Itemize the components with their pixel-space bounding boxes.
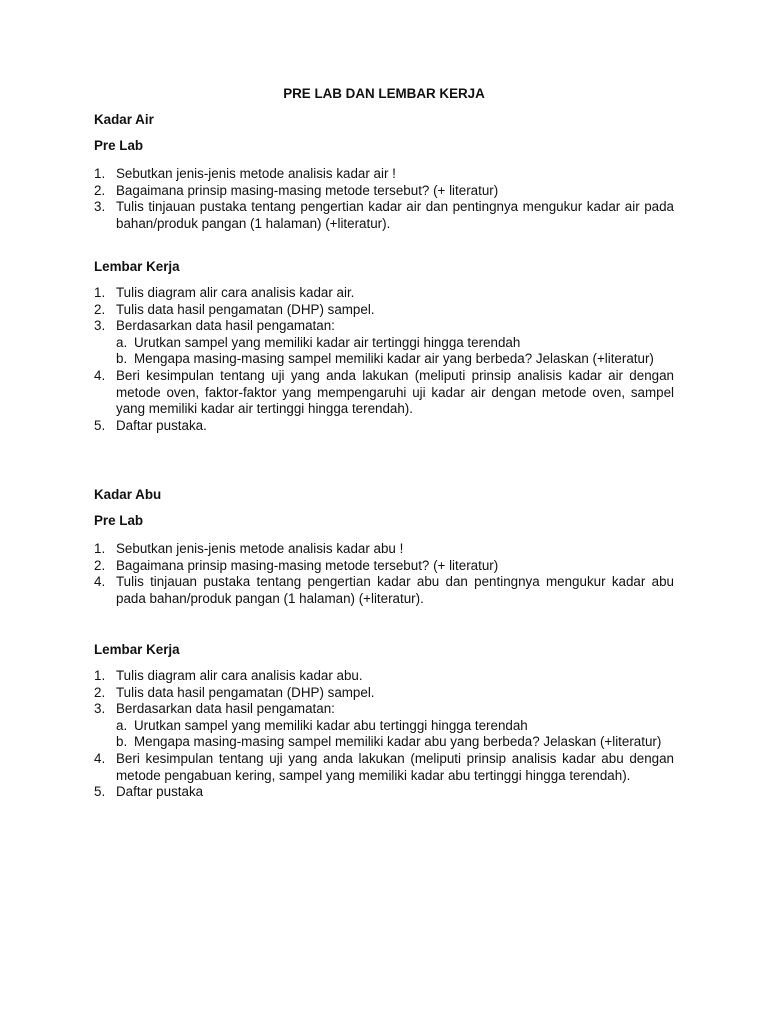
list-item-text: Bagaimana prinsip masing-masing metode tersebut? (+ literatur) bbox=[116, 557, 499, 573]
list-item bbox=[94, 318, 674, 335]
list-item-marker: 1. bbox=[94, 285, 106, 300]
list-item-text: Daftar pustaka bbox=[116, 784, 204, 800]
list-item-text: Berdasarkan data hasil pengamatan: bbox=[116, 701, 335, 717]
list-item bbox=[94, 302, 674, 319]
list-item-text: Sebutkan jenis-jenis metode analisis kadar air ! bbox=[116, 166, 396, 181]
list-item bbox=[94, 668, 674, 685]
list-item-text: Sebutkan jenis-jenis metode analisis kadar abu ! bbox=[116, 541, 404, 556]
list-item-marker: b. bbox=[116, 734, 128, 750]
list-item-marker: 3. bbox=[94, 701, 106, 717]
list-item-marker: b. bbox=[116, 351, 128, 367]
list-item-marker: 2. bbox=[94, 182, 106, 198]
list-item bbox=[94, 784, 674, 801]
prelab-list-kadar-abu bbox=[94, 541, 674, 607]
lembar-kerja-list-kadar-air bbox=[94, 285, 674, 434]
list-item-text: Tulis data hasil pengamatan (DHP) sampel. bbox=[116, 301, 375, 317]
sub-list-item bbox=[116, 718, 674, 735]
list-item bbox=[94, 285, 674, 302]
list-item-marker: 2. bbox=[94, 684, 106, 700]
list-item bbox=[94, 558, 674, 575]
list-item-marker: 1. bbox=[94, 541, 106, 556]
list-item-marker: 1. bbox=[94, 668, 106, 683]
list-item-marker: 4. bbox=[94, 367, 106, 383]
prelab-list-kadar-air bbox=[94, 166, 674, 232]
prelab-heading-kadar-abu: Pre Lab bbox=[94, 513, 144, 528]
lembar-kerja-heading-kadar-abu: Lembar Kerja bbox=[94, 642, 180, 657]
list-item-marker: 2. bbox=[94, 301, 106, 317]
list-item-marker: 3. bbox=[94, 199, 106, 215]
list-item-text: Berdasarkan data hasil pengamatan: bbox=[116, 318, 335, 334]
sub-list-item bbox=[116, 335, 674, 352]
list-item-marker: a. bbox=[116, 717, 128, 733]
list-item-text: Tulis diagram alir cara analisis kadar air. bbox=[116, 285, 355, 300]
list-item-text: Tulis tinjauan pustaka tentang pengertian kadar abu dan pentingnya mengukur kadar abu pada bahan/produk pangan (1 halaman) (+literatur). bbox=[116, 574, 674, 606]
list-item bbox=[94, 418, 674, 435]
list-item bbox=[94, 541, 674, 558]
list-item-text: Beri kesimpulan tentang uji yang anda lakukan (meliputi prinsip analisis kadar air dengan metode oven, faktor-faktor yang mempengaruhi uji kadar air dengan metode oven, sampel yang memiliki kadar air tertinggi hingga terendah). bbox=[116, 367, 674, 417]
list-item-marker: 2. bbox=[94, 557, 106, 573]
list-item-text: Beri kesimpulan tentang uji yang anda lakukan (meliputi prinsip analisis kadar abu dengan metode pengabuan kering, sampel yang memiliki kadar abu tertinggi hingga terendah). bbox=[116, 750, 674, 783]
lembar-kerja-list-kadar-abu bbox=[94, 668, 674, 801]
section-heading-kadar-abu: Kadar Abu bbox=[94, 487, 162, 502]
sub-list-item bbox=[116, 734, 674, 751]
list-item-marker: 1. bbox=[94, 166, 106, 181]
document-page bbox=[94, 86, 674, 800]
list-item bbox=[94, 199, 674, 232]
list-item-marker: 5. bbox=[94, 417, 106, 433]
list-item bbox=[94, 751, 674, 784]
list-item-marker: a. bbox=[116, 334, 128, 350]
list-item bbox=[94, 166, 674, 183]
sub-list-item bbox=[116, 351, 674, 368]
list-item bbox=[94, 574, 674, 607]
prelab-heading-kadar-air: Pre Lab bbox=[94, 138, 144, 153]
list-item-marker: 4. bbox=[94, 574, 106, 590]
list-item-text: Urutkan sampel yang memiliki kadar abu tertinggi hingga terendah bbox=[134, 717, 528, 733]
list-item-text: Tulis diagram alir cara analisis kadar abu. bbox=[116, 668, 363, 683]
list-item-text: Tulis tinjauan pustaka tentang pengertian kadar air dan pentingnya mengukur kadar air pada bahan/produk pangan (1 halaman) (+literatur). bbox=[116, 199, 674, 231]
list-item-text: Tulis data hasil pengamatan (DHP) sampel. bbox=[116, 684, 375, 700]
lembar-kerja-heading-kadar-air: Lembar Kerja bbox=[94, 259, 180, 274]
document-title: PRE LAB DAN LEMBAR KERJA bbox=[283, 86, 485, 101]
list-item bbox=[94, 183, 674, 200]
list-item-marker: 3. bbox=[94, 318, 106, 334]
list-item bbox=[94, 685, 674, 702]
list-item-text: Mengapa masing-masing sampel memiliki kadar abu yang berbeda? Jelaskan (+literatur) bbox=[134, 734, 662, 750]
list-item-marker: 4. bbox=[94, 750, 106, 766]
list-item bbox=[94, 368, 674, 418]
list-item-marker: 5. bbox=[94, 784, 106, 800]
list-item-text: Urutkan sampel yang memiliki kadar air tertinggi hingga terendah bbox=[134, 334, 521, 350]
list-item-text: Daftar pustaka. bbox=[116, 417, 207, 433]
list-item-text: Mengapa masing-masing sampel memiliki kadar air yang berbeda? Jelaskan (+literatur) bbox=[134, 351, 654, 367]
list-item-text: Bagaimana prinsip masing-masing metode tersebut? (+ literatur) bbox=[116, 182, 499, 198]
list-item bbox=[94, 701, 674, 718]
section-heading-kadar-air: Kadar Air bbox=[94, 112, 154, 127]
